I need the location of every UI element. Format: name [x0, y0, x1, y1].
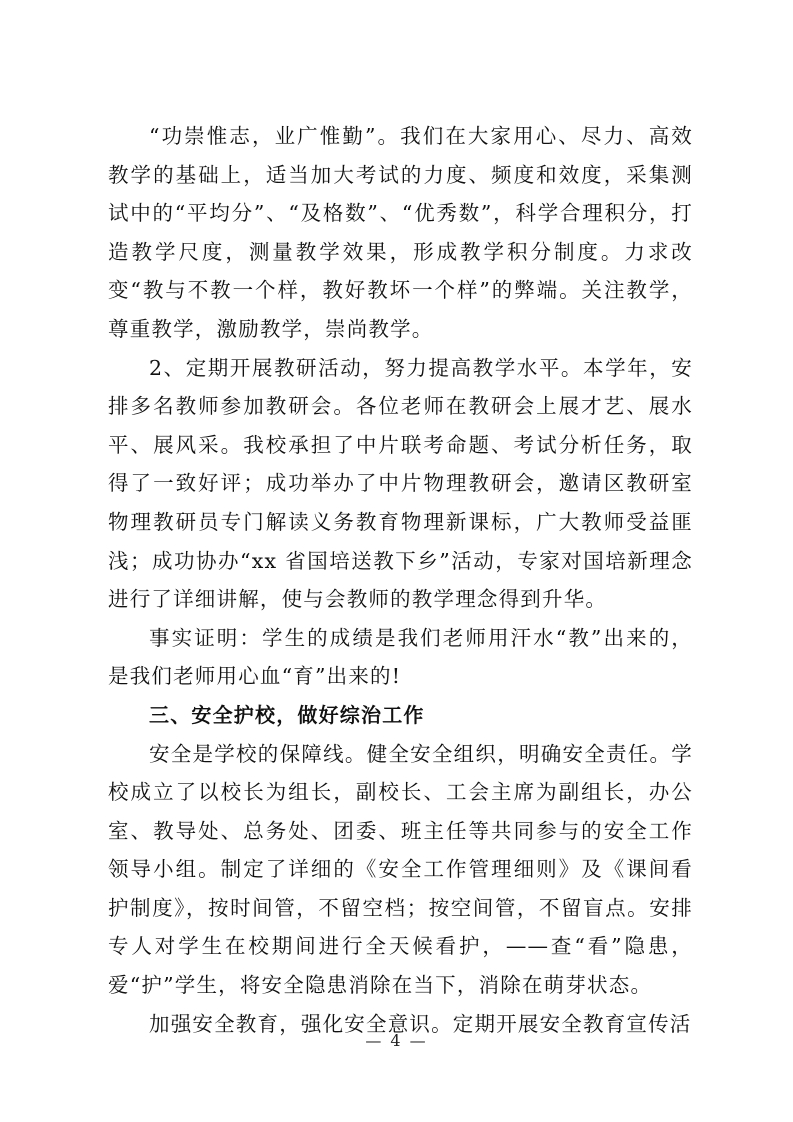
document-body — [108, 117, 693, 1043]
paragraph-teaching-incentive: “功崇惟志，业广惟勤”。我们在大家用心、尽力、高效教学的基础上，适当加大考试的力度、频度和效度，采集测试中的“平均分”、“及格数”、“优秀数”，科学合理积分，打造教学尺度，测量教学效果，形成教学积分制度。力求改变“教与不教一个样，教好教坏一个样”的弊端。关注教学，尊重教学，激励教学，崇尚教学。 — [108, 124, 693, 341]
section-heading-safety: 三、安全护校，做好综治工作 — [149, 702, 425, 727]
paragraph-safety-education: 加强安全教育，强化安全意识。定期开展安全教育宣传活 — [149, 1011, 692, 1036]
paragraph-safety-organization: 安全是学校的保障线。健全安全组织，明确安全责任。学校成立了以校长为组长，副校长、工会主席为副组长，办公室、教导处、总务处、团委、班主任等共同参与的安全工作领导小组。制定了详细的《安全工作管理细则》及《课间看护制度》，按时间管，不留空档；按空间管，不留盲点。安排专人对学生在校期间进行全天候看护，——查“看”隐患，爱“护”学生，将安全隐患消除在当下，消除在萌芽状态。 — [108, 741, 693, 998]
paragraph-facts-proof: 事实证明：学生的成绩是我们老师用汗水“教”出来的，是我们老师用心血“育”出来的! — [108, 625, 693, 689]
paragraph-teaching-research: 2、定期开展教研活动，努力提高教学水平。本学年，安排多名教师参加教研会。各位老师在教研会上展才艺、展水平、展风采。我校承担了中片联考命题、考试分析任务，取得了一致好评；成功举办了中片物理教研会，邀请区教研室物理教研员专门解读义务教育物理新课标，广大教师受益匪浅；成功协办“xx 省国培送教下乡”活动，专家对国培新理念进行了详细讲解，使与会教师的教学理念得到升华。 — [108, 355, 693, 612]
page-number: — 4 — — [365, 1031, 428, 1050]
